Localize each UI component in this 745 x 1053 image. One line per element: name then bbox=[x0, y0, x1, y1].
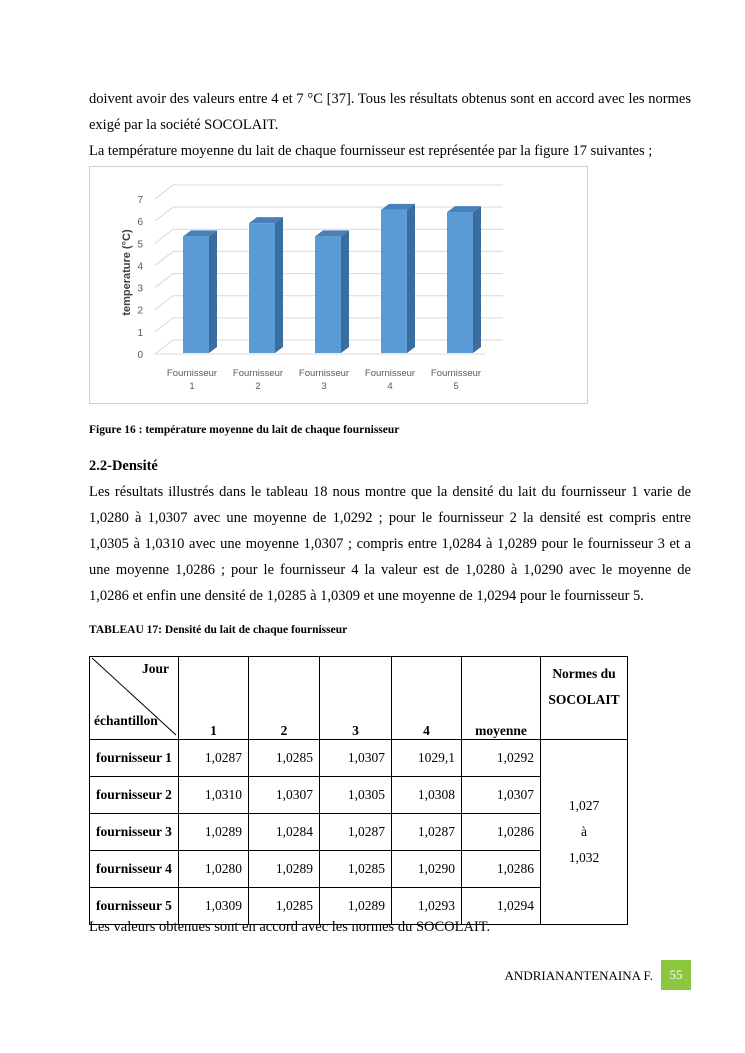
table-cell: 1,0307 bbox=[249, 777, 320, 814]
column-header: moyenne bbox=[462, 657, 541, 740]
table-caption: TABLEAU 17: Densité du lait de chaque fournisseur bbox=[89, 624, 348, 636]
table-cell: 1,0285 bbox=[320, 851, 392, 888]
table-cell: 1,0289 bbox=[179, 814, 249, 851]
y-tick-label: 7 bbox=[137, 195, 143, 206]
y-tick-label: 5 bbox=[137, 239, 143, 251]
bar-side bbox=[407, 204, 415, 353]
normes-value-line: à bbox=[581, 824, 587, 839]
x-tick-label: Fournisseur bbox=[298, 368, 350, 379]
x-tick-label: Fournisseur bbox=[166, 368, 218, 379]
table-cell: 1,0284 bbox=[249, 814, 320, 851]
table-cell: 1,0308 bbox=[392, 777, 462, 814]
gridline-depth bbox=[155, 185, 173, 199]
y-tick-label: 4 bbox=[137, 261, 143, 273]
table-cell: 1,0290 bbox=[392, 851, 462, 888]
temperature-chart-svg bbox=[90, 167, 587, 403]
table-cell: 1,0294 bbox=[462, 888, 541, 925]
table-cell: 1,0280 bbox=[179, 851, 249, 888]
y-tick-label: 6 bbox=[137, 217, 143, 229]
y-tick-label: 3 bbox=[137, 283, 143, 295]
row-label: fournisseur 3 bbox=[90, 814, 179, 851]
y-tick-label: 0 bbox=[137, 350, 143, 361]
gridline-depth bbox=[155, 340, 173, 354]
normes-value-line: 1,032 bbox=[568, 850, 600, 865]
table-cell: 1,0289 bbox=[320, 888, 392, 925]
intro-figure-reference: La température moyenne du lait de chaque fournisseur est représentée par la figure 17 suivantes ; bbox=[89, 143, 653, 159]
bar bbox=[315, 236, 341, 353]
table-cell: 1,0286 bbox=[462, 851, 541, 888]
gridline-depth bbox=[155, 274, 173, 288]
bar bbox=[447, 212, 473, 353]
table-cell: 1,0293 bbox=[392, 888, 462, 925]
row-label: fournisseur 1 bbox=[90, 740, 179, 777]
y-tick-label: 2 bbox=[137, 305, 143, 317]
table-row bbox=[90, 740, 628, 777]
x-tick-label: 1 bbox=[189, 381, 195, 392]
bar bbox=[183, 236, 209, 353]
table-cell: 1,0307 bbox=[462, 777, 541, 814]
corner-jour-label: Jour bbox=[142, 661, 169, 676]
table-cell: 1,0285 bbox=[249, 888, 320, 925]
bar bbox=[381, 210, 407, 353]
normes-header bbox=[541, 657, 628, 740]
x-tick-label: 3 bbox=[321, 381, 327, 392]
section-title: 2.2-Densité bbox=[89, 458, 158, 474]
x-tick-label: Fournisseur bbox=[364, 368, 416, 379]
column-header: 4 bbox=[392, 657, 462, 740]
normes-header-line: Normes du bbox=[552, 666, 616, 681]
normes-value bbox=[541, 740, 628, 925]
column-header: 2 bbox=[249, 657, 320, 740]
x-tick-label: 5 bbox=[453, 381, 459, 392]
table-cell: 1,0287 bbox=[392, 814, 462, 851]
column-header: 1 bbox=[179, 657, 249, 740]
gridline-depth bbox=[155, 296, 173, 310]
footer-author: ANDRIANANTENAINA F. bbox=[504, 968, 653, 983]
normes-value-line: 1,027 bbox=[568, 798, 600, 813]
table-header-row bbox=[90, 657, 628, 740]
table-cell: 1,0285 bbox=[249, 740, 320, 777]
table-cell: 1,0305 bbox=[320, 777, 392, 814]
bar-side bbox=[473, 206, 481, 353]
table-cell: 1,0289 bbox=[249, 851, 320, 888]
intro-paragraph: doivent avoir des valeurs entre 4 et 7 °C [37]. Tous les résultats obtenus sont en accord avec les normes exigé par la société SOCOLAIT. bbox=[89, 91, 691, 133]
normes-header-line: SOCOLAIT bbox=[548, 692, 620, 707]
corner-cell bbox=[90, 657, 179, 740]
x-tick-label: Fournisseur bbox=[232, 368, 284, 379]
section-body: Les résultats illustrés dans le tableau 18 nous montre que la densité du lait du fournisseur 1 varie de 1,0280 à 1,0307 avec une moyenne de 1,0292 ; pour le fournisseur 2 la densité est compris entre 1,0305 à 1,0310 avec une moyenne 1,0307 ; compris entre 1,0284 à 1,0289 pour le fournisseur 3 et a une moyenne 1,0286 ; pour le fournisseur 4 la valeur est de 1,0280 à 1,0290 avec le moyenne de 1,0286 et enfin une densité de 1,0285 à 1,0309 et une moyenne de 1,0294 pour le fournisseur 5. bbox=[89, 484, 691, 604]
bar bbox=[249, 223, 275, 353]
row-label: fournisseur 5 bbox=[90, 888, 179, 925]
temperature-chart bbox=[89, 166, 588, 404]
gridline-depth bbox=[155, 251, 173, 265]
table-cell: 1,0286 bbox=[462, 814, 541, 851]
row-label: fournisseur 4 bbox=[90, 851, 179, 888]
y-tick-label: 1 bbox=[137, 327, 143, 339]
gridline-depth bbox=[155, 207, 173, 221]
table-cell: 1,0292 bbox=[462, 740, 541, 777]
x-tick-label: Fournisseur bbox=[430, 368, 482, 379]
gridline-depth bbox=[155, 318, 173, 332]
conclusion-text: Les valeurs obtenues sont en accord avec les normes du SOCOLAIT. bbox=[89, 919, 491, 935]
table-cell: 1,0307 bbox=[320, 740, 392, 777]
corner-echantillon-label: échantillon bbox=[94, 713, 158, 728]
row-label: fournisseur 2 bbox=[90, 777, 179, 814]
page-number-badge: 55 bbox=[661, 960, 691, 990]
gridline-depth bbox=[155, 229, 173, 243]
table-cell: 1,0309 bbox=[179, 888, 249, 925]
x-tick-label: 2 bbox=[255, 381, 261, 392]
column-header: 3 bbox=[320, 657, 392, 740]
table-cell: 1,0287 bbox=[320, 814, 392, 851]
bar-side bbox=[209, 230, 217, 353]
bar-side bbox=[275, 217, 283, 353]
table-cell: 1,0310 bbox=[179, 777, 249, 814]
table-cell: 1,0287 bbox=[179, 740, 249, 777]
density-table bbox=[89, 656, 628, 925]
table-cell: 1029,1 bbox=[392, 740, 462, 777]
bar-side bbox=[341, 230, 349, 353]
x-tick-label: 4 bbox=[387, 381, 393, 392]
y-axis-label: temperature (°C) bbox=[121, 229, 133, 316]
figure-caption: Figure 16 : température moyenne du lait de chaque fournisseur bbox=[89, 424, 400, 436]
